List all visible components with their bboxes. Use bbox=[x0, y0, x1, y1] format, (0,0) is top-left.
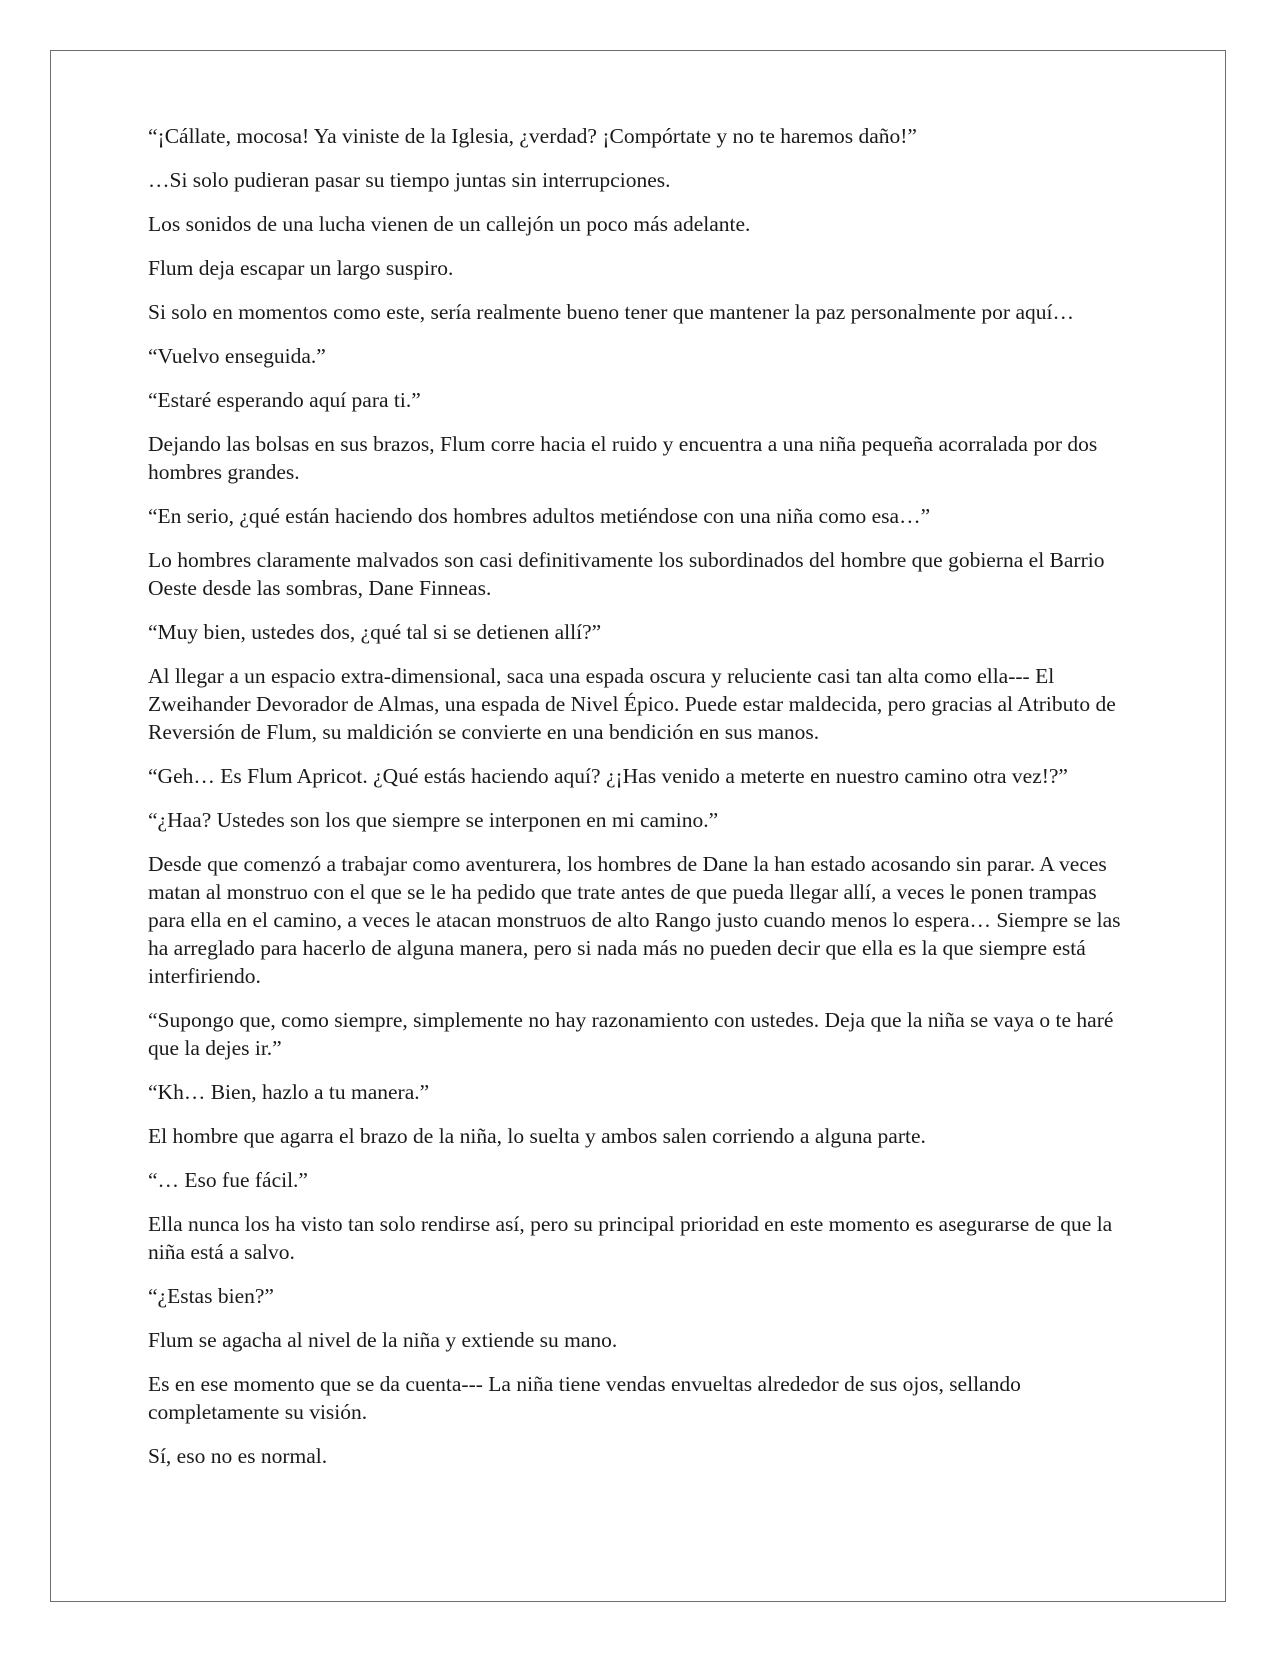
paragraph: Desde que comenzó a trabajar como aventurera, los hombres de Dane la han estado acosando sin parar. A veces matan al monstruo con el que se le ha pedido que trate antes de que pueda llegar allí, a veces le ponen trampas para ella en el camino, a veces le atacan monstruos de alto Rango justo cuando menos lo espera… Siempre se las ha arreglado para hacerlo de alguna manera, pero si nada más no pueden decir que ella es la que siempre está interfiriendo. bbox=[148, 852, 1121, 988]
paragraph: “… Eso fue fácil.” bbox=[148, 1168, 308, 1192]
paragraph: Sí, eso no es normal. bbox=[148, 1444, 328, 1468]
paragraph: “Kh… Bien, hazlo a tu manera.” bbox=[148, 1080, 430, 1104]
paragraph: Lo hombres claramente malvados son casi definitivamente los subordinados del hombre que gobierna el Barrio Oeste desde las sombras, Dane Finneas. bbox=[148, 548, 1105, 600]
paragraph: “Vuelvo enseguida.” bbox=[148, 344, 326, 368]
paragraph: “En serio, ¿qué están haciendo dos hombres adultos metiéndose con una niña como esa…” bbox=[148, 504, 931, 528]
paragraph: “¿Estas bien?” bbox=[148, 1284, 274, 1308]
paragraph: Dejando las bolsas en sus brazos, Flum corre hacia el ruido y encuentra a una niña pequeña acorralada por dos hombres grandes. bbox=[148, 432, 1098, 484]
paragraph: “¿Haa? Ustedes son los que siempre se interponen en mi camino.” bbox=[148, 808, 719, 832]
paragraph: “Estaré esperando aquí para ti.” bbox=[148, 388, 421, 412]
paragraph: Es en ese momento que se da cuenta--- La niña tiene vendas envueltas alrededor de sus ojos, sellando completamente su visión. bbox=[148, 1372, 1021, 1424]
paragraph: “Supongo que, como siempre, simplemente no hay razonamiento con ustedes. Deja que la niña se vaya o te haré que la dejes ir.” bbox=[148, 1008, 1114, 1060]
paragraph: Flum se agacha al nivel de la niña y extiende su mano. bbox=[148, 1328, 618, 1352]
paragraph: “¡Cállate, mocosa! Ya viniste de la Iglesia, ¿verdad? ¡Compórtate y no te haremos daño!” bbox=[148, 124, 917, 148]
document-body bbox=[148, 122, 1138, 1486]
paragraph: “Muy bien, ustedes dos, ¿qué tal si se detienen allí?” bbox=[148, 620, 602, 644]
paragraph: Flum deja escapar un largo suspiro. bbox=[148, 256, 454, 280]
paragraph: “Geh… Es Flum Apricot. ¿Qué estás haciendo aquí? ¿¡Has venido a meterte en nuestro camino otra vez!?” bbox=[148, 764, 1068, 788]
paragraph: El hombre que agarra el brazo de la niña, lo suelta y ambos salen corriendo a alguna parte. bbox=[148, 1124, 926, 1148]
paragraph: …Si solo pudieran pasar su tiempo juntas sin interrupciones. bbox=[148, 168, 671, 192]
paragraph: Ella nunca los ha visto tan solo rendirse así, pero su principal prioridad en este momento es asegurarse de que la niña está a salvo. bbox=[148, 1212, 1113, 1264]
paragraph: Al llegar a un espacio extra-dimensional, saca una espada oscura y reluciente casi tan alta como ella--- El Zweihander Devorador de Almas, una espada de Nivel Épico. Puede estar maldecida, pero gracias al Atributo de Reversión de Flum, su maldición se convierte en una bendición en sus manos. bbox=[148, 664, 1116, 744]
paragraph: Si solo en momentos como este, sería realmente bueno tener que mantener la paz personalmente por aquí… bbox=[148, 300, 1074, 324]
paragraph: Los sonidos de una lucha vienen de un callejón un poco más adelante. bbox=[148, 212, 751, 236]
